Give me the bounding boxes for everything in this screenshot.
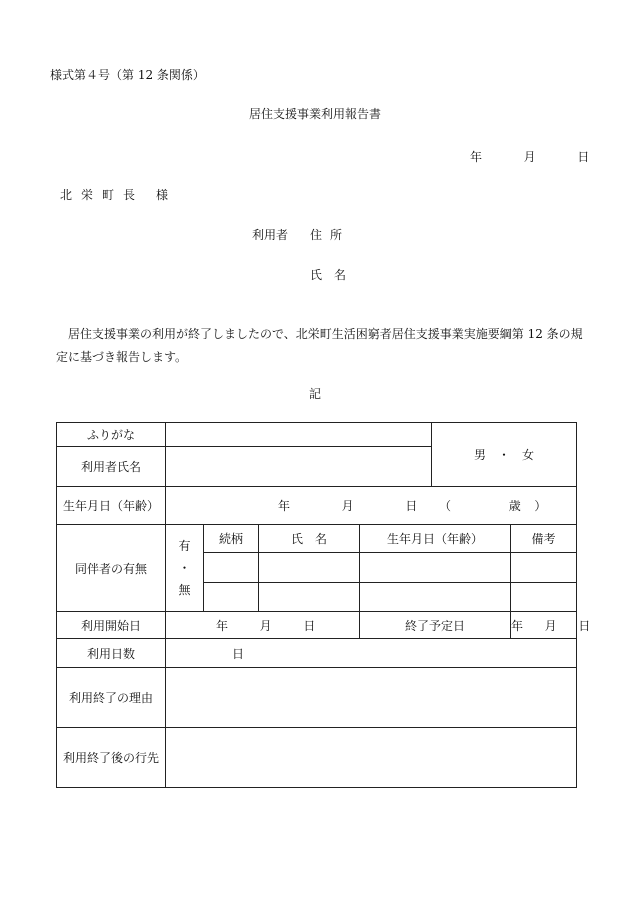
days-label: 利用日数 xyxy=(57,639,166,668)
start-month: 月 xyxy=(259,618,272,633)
user-name-label: 利用者氏名 xyxy=(57,447,166,487)
birth-day: 日 xyxy=(405,499,418,513)
body-text: 居住支援事業の利用が終了しましたので、北栄町生活困窮者居住支援事業実施要綱第 12 条の規定に基づき報告します。 xyxy=(56,327,583,364)
furigana-field[interactable] xyxy=(166,423,432,447)
gender-select[interactable]: 男 ・ 女 xyxy=(432,423,577,487)
report-date xyxy=(470,148,589,165)
furigana-label: ふりがな xyxy=(57,423,166,447)
companion-label: 同伴者の有無 xyxy=(57,525,166,612)
col-birthdate: 生年月日（年齢） xyxy=(360,525,511,553)
date-month: 月 xyxy=(523,150,536,164)
days-field[interactable] xyxy=(166,639,577,668)
birth-month: 月 xyxy=(341,499,354,513)
companion-1-remarks[interactable] xyxy=(511,553,577,583)
end-date-field[interactable] xyxy=(511,612,591,639)
end-month: 月 xyxy=(544,618,557,633)
start-year: 年 xyxy=(216,618,229,633)
start-date-field[interactable] xyxy=(166,612,360,639)
destination-field[interactable] xyxy=(166,728,577,788)
days-unit: 日 xyxy=(232,646,245,661)
birthdate-field[interactable] xyxy=(166,487,577,525)
end-date-label: 終了予定日 xyxy=(360,612,511,639)
addressee-name: 北栄町長 xyxy=(60,188,145,202)
report-table xyxy=(56,422,591,788)
companion-2-name[interactable] xyxy=(259,583,360,612)
start-day: 日 xyxy=(303,618,316,633)
companion-yes: 有 xyxy=(178,539,191,553)
reason-label: 利用終了の理由 xyxy=(57,668,166,728)
companion-2-remarks[interactable] xyxy=(511,583,577,612)
user-label: 利用者 xyxy=(252,228,289,242)
name-label: 氏名 xyxy=(310,268,359,282)
reason-field[interactable] xyxy=(166,668,577,728)
user-name-field[interactable] xyxy=(166,447,432,487)
addressee xyxy=(60,186,168,203)
addressee-honorific: 様 xyxy=(156,188,169,202)
companion-2-birthdate[interactable] xyxy=(360,583,511,612)
companion-no: 無 xyxy=(178,583,191,597)
form-number: 様式第４号（第 12 条関係） xyxy=(50,68,205,82)
companion-yes-no[interactable] xyxy=(166,525,204,612)
companion-2-relationship[interactable] xyxy=(204,583,259,612)
birth-open-paren: （ xyxy=(439,499,452,513)
start-date-label: 利用開始日 xyxy=(57,612,166,639)
ki-heading: 記 xyxy=(308,387,321,401)
col-remarks: 備考 xyxy=(511,525,577,553)
col-relationship: 続柄 xyxy=(204,525,259,553)
birth-close-paren: ） xyxy=(534,499,547,513)
companion-1-name[interactable] xyxy=(259,553,360,583)
address-label: 住所 xyxy=(310,228,351,242)
companion-1-birthdate[interactable] xyxy=(360,553,511,583)
destination-label: 利用終了後の行先 xyxy=(57,728,166,788)
end-day: 日 xyxy=(578,618,591,633)
end-year: 年 xyxy=(511,618,524,633)
companion-dot: ・ xyxy=(178,561,191,575)
birth-age: 歳 xyxy=(508,499,521,513)
date-year: 年 xyxy=(470,150,483,164)
birth-year: 年 xyxy=(278,499,291,513)
companion-1-relationship[interactable] xyxy=(204,553,259,583)
birthdate-label: 生年月日（年齢） xyxy=(57,487,166,525)
date-day: 日 xyxy=(577,150,590,164)
col-name: 氏 名 xyxy=(259,525,360,553)
document-title: 居住支援事業利用報告書 xyxy=(248,107,381,121)
